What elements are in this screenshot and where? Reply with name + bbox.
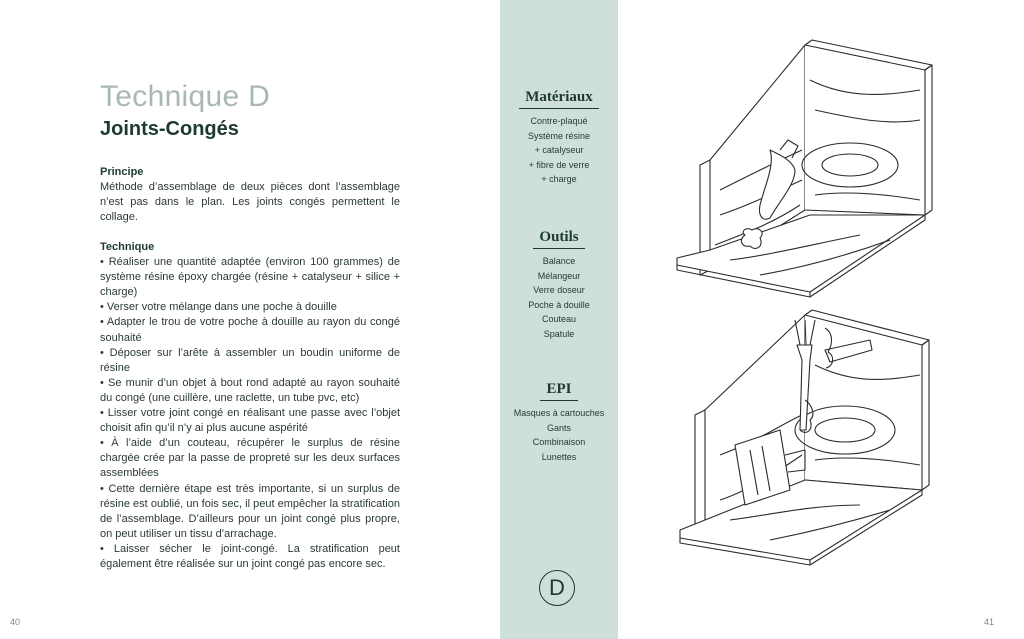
materiaux-item: + catalyseur xyxy=(534,145,584,155)
principe-heading: Principe xyxy=(100,166,144,178)
epi-item: Gants xyxy=(546,422,571,433)
technique-title: Technique D xyxy=(100,80,271,113)
illustration-svg xyxy=(620,0,1024,639)
principe-text: Méthode d’assemblage de deux pièces dont l’assemblage n’est pas dans le plan. Les joints congés permettent le collage. xyxy=(100,181,400,224)
page-number-left: 40 xyxy=(10,617,21,627)
technique-step: • Lisser votre joint congé en réalisant une passe avec l’objet choisit afin qu’il n’y ai plus aucune aspérité xyxy=(100,407,400,435)
technique-letter-badge: D xyxy=(539,570,575,606)
materiaux-item: + fibre de verre xyxy=(528,159,590,170)
technique-step: • À l’aide d’un couteau, récupérer le surplus de résine chargée crée par la passe de propreté sur les deux surfaces assemblées xyxy=(100,437,400,480)
materiaux-item: Système résine xyxy=(527,130,591,141)
technique-subtitle: Joints-Congés xyxy=(100,118,239,140)
epi-block xyxy=(500,380,618,464)
epi-title: EPI xyxy=(540,381,577,401)
outils-item: Couteau xyxy=(541,314,577,324)
outils-item: Balance xyxy=(542,256,576,266)
left-page xyxy=(0,0,500,639)
outils-list xyxy=(500,254,618,341)
technique-heading: Technique xyxy=(100,241,155,253)
epi-list xyxy=(500,406,618,464)
materiaux-list xyxy=(500,114,618,187)
sidebar xyxy=(500,0,618,639)
technique-step: • Cette dernière étape est très importante, si un surplus de résine est oublié, un fois sec, il peut empêcher la stratification de l’assemblage. D’ailleurs pour un joint congé plus propre, on peut utiliser un tissu d’arrachage. xyxy=(100,482,400,540)
epi-item: Combinaison xyxy=(532,437,586,447)
plywood-assembly-top-illustration xyxy=(677,40,932,297)
technique-step: • Laisser sécher le joint-congé. La stratification peut également être réalisée sur un joint congé pas encore sec. xyxy=(100,542,400,570)
epi-item: Lunettes xyxy=(541,451,577,462)
technique-section xyxy=(100,240,400,572)
page-number-right: 41 xyxy=(984,617,995,627)
outils-block xyxy=(500,228,618,341)
technique-step: • Déposer sur l’arête à assembler un boudin uniforme de résine xyxy=(100,346,400,374)
technique-step: • Réaliser une quantité adaptée (environ 100 grammes) de système résine époxy chargée (résine + catalyseur + silice + charge) xyxy=(100,256,400,299)
outils-item: Spatule xyxy=(543,328,575,339)
technique-step: • Adapter le trou de votre poche à douille au rayon du congé souhaité xyxy=(100,316,400,344)
illustration-area xyxy=(620,0,1024,639)
epi-item: Masques à cartouches xyxy=(513,408,605,418)
outils-item: Poche à douille xyxy=(528,299,590,310)
technique-step: • Verser votre mélange dans une poche à douille xyxy=(100,301,337,314)
outils-item: Mélangeur xyxy=(537,270,581,281)
materiaux-title: Matériaux xyxy=(519,89,598,109)
materiaux-item: Contre-plaqué xyxy=(530,116,588,126)
outils-item: Verre doseur xyxy=(533,285,585,295)
technique-step: • Se munir d’un objet à bout rond adapté au rayon souhaité du congé (une cuillère, une raclette, un tube pvc, etc) xyxy=(100,376,400,404)
materiaux-item: + charge xyxy=(541,174,577,184)
plywood-assembly-bottom-illustration xyxy=(680,310,929,565)
materiaux-block xyxy=(500,88,618,187)
outils-title: Outils xyxy=(533,229,584,249)
principe-section xyxy=(100,165,400,225)
